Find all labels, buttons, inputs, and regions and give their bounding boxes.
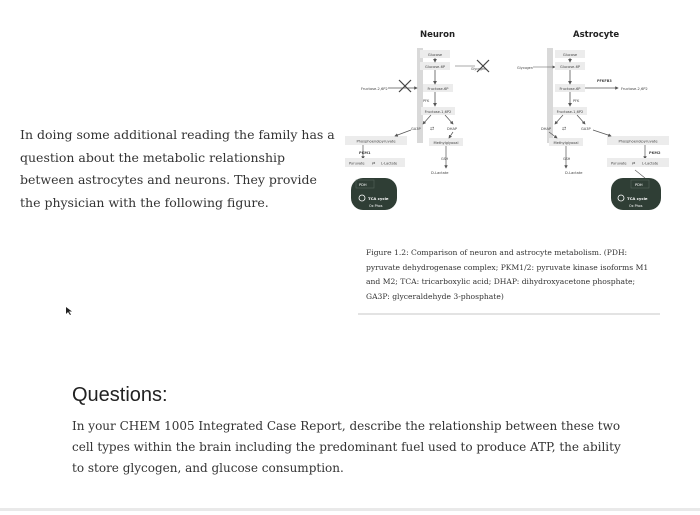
neuron-pfk-label: PFK	[423, 99, 430, 103]
astrocyte-tca-label: TCA cycle	[627, 196, 648, 201]
astrocyte-pdh-label: PDH	[635, 183, 643, 187]
caption-line: and M2; TCA: tricarboxylic acid; DHAP: dihydroxyacetone phosphate;	[366, 277, 636, 286]
astrocyte-llactate-label: L-Lactate	[642, 161, 659, 166]
metabolism-diagram	[335, 18, 675, 238]
astrocyte-ga3p-label: GA3P	[581, 127, 591, 131]
neuron-glucose-label: Glucose	[427, 53, 443, 57]
astrocyte-pkm2-label: PKM2	[649, 151, 661, 155]
neuron-pyruvate-lactate-icon: ⇄	[372, 160, 376, 166]
bottom-divider	[0, 508, 700, 511]
astrocyte-title: Astrocyte	[573, 30, 620, 40]
neuron-dhap-label: DHAP	[447, 127, 458, 131]
astrocyte-dlactate-label: D-Lactate	[565, 171, 583, 175]
neuron-ga3p-label: GA3P	[411, 127, 421, 131]
caption-line: GA3P: glyceraldehyde 3-phosphate)	[366, 291, 504, 301]
mouse-cursor-icon	[64, 306, 74, 316]
astrocyte-g6p-label: Glucose-6P	[559, 65, 581, 69]
neuron-g6p-label: Glucose-6P	[424, 65, 446, 69]
astrocyte-pyruvate-label: Pyruvate	[611, 161, 627, 166]
astrocyte-f6p-label: Fructose-6P	[559, 87, 581, 91]
questions-heading: Questions:	[72, 384, 168, 406]
metabolism-figure	[335, 18, 675, 238]
neuron-f6p-label: Fructose-6P	[427, 87, 449, 91]
astrocyte-pyruvate-lactate-icon: ⇄	[632, 160, 636, 166]
neuron-gsh-label: GSH	[441, 157, 449, 161]
question-line: cell types within the brain including the predominant fuel used to produce ATP, the ability	[72, 440, 621, 454]
astrocyte-gsh-label: GSH	[563, 157, 571, 161]
astrocyte-glucose-label: Glucose	[562, 53, 578, 57]
neuron-glycogen-label: Glycogen	[471, 67, 486, 71]
neuron-dlactate-label: D-Lactate	[431, 171, 449, 175]
neuron-oxphos-label: Ox Phos	[369, 204, 383, 208]
neuron-methylglyoxal-label: Methylglyoxal	[433, 141, 459, 145]
neuron-f16p-label: Fructose-1,6P2	[424, 110, 452, 114]
neuron-mitochondrion	[351, 178, 397, 210]
astrocyte-methylglyoxal-label: Methylglyoxal	[553, 141, 579, 145]
caption-line: Figure 1.2: Comparison of neuron and astrocyte metabolism. (PDH:	[366, 248, 628, 257]
astrocyte-mitochondrion	[611, 178, 661, 210]
astrocyte-oxphos-label: Ox Phos	[629, 204, 643, 208]
intro-line: between astrocytes and neurons. They provide	[20, 172, 317, 187]
astrocyte-f16p-label: Fructose-1,6P2	[556, 110, 584, 114]
question-line: In your CHEM 1005 Integrated Case Report, describe the relationship between these two	[72, 419, 621, 433]
astrocyte-equilibrium-icon: ⇄	[562, 126, 567, 132]
neuron-pkm1-label: PKM1	[359, 151, 371, 155]
questions-text	[72, 416, 621, 479]
neuron-title: Neuron	[420, 30, 456, 40]
astrocyte-pep-label: Phosphoenolpyruvate	[618, 139, 658, 144]
neuron-equilibrium-icon: ⇄	[430, 126, 435, 132]
caption-divider	[358, 313, 660, 315]
intro-line: In doing some additional reading the family has a	[20, 127, 335, 142]
astrocyte-f26p-label: Fructose-2,6P2	[621, 87, 648, 91]
question-line: to store glycogen, and glucose consumption.	[72, 461, 344, 475]
figure-caption	[366, 246, 666, 304]
neuron-pyruvate-label: Pyruvate	[349, 161, 365, 166]
intro-line: question about the metabolic relationship	[20, 149, 286, 165]
neuron-pdh-label: PDH	[359, 183, 367, 187]
neuron-pep-label: Phosphoenolpyruvate	[356, 139, 396, 144]
neuron-pfkfb3-blocked-icon	[399, 80, 411, 92]
astrocyte-pfk-label: PFK	[573, 99, 580, 103]
intro-text	[20, 124, 335, 214]
neuron-f26p-label: Fructose-2,6P2	[361, 87, 388, 91]
astrocyte-glycogen-label: Glycogen	[517, 66, 533, 70]
astrocyte-dhap-label: DHAP	[541, 127, 552, 131]
astrocyte-pfkfb3-label: PFKFB3	[597, 79, 612, 83]
caption-line: pyruvate dehydrogenase complex; PKM1/2: pyruvate kinase isoforms M1	[366, 262, 649, 272]
neuron-llactate-label: L-Lactate	[381, 161, 398, 166]
neuron-tca-label: TCA cycle	[368, 196, 389, 201]
intro-line: the physician with the following figure.	[20, 194, 269, 210]
